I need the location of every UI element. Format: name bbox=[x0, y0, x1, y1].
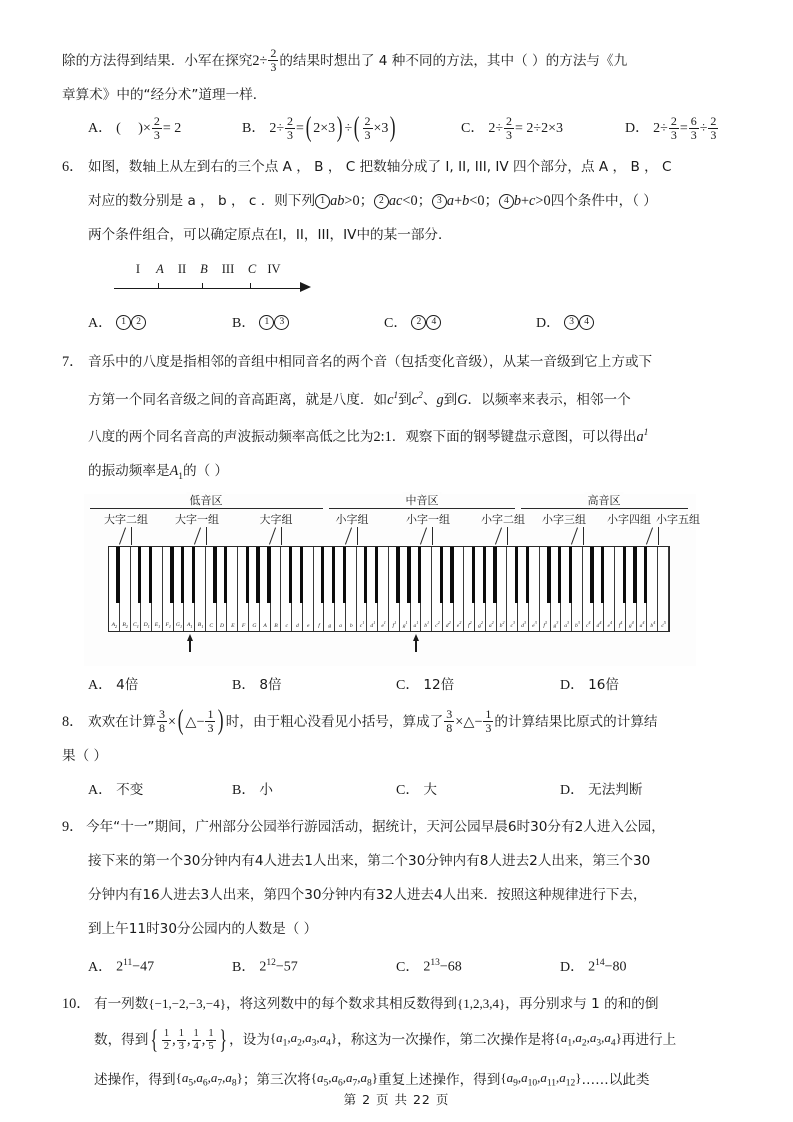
white-key-b[interactable] bbox=[346, 547, 357, 631]
key-label-e: e bbox=[306, 623, 310, 630]
q8-option-a-label: A． bbox=[88, 783, 113, 799]
group-divider-1 bbox=[206, 527, 207, 545]
q9-option-a-label: A． bbox=[88, 959, 113, 975]
q7-option-d[interactable] bbox=[560, 668, 619, 703]
key-label-a: a bbox=[339, 623, 342, 630]
group-divider-tick-3 bbox=[345, 527, 352, 544]
group-label-8: 小字五组 bbox=[656, 513, 700, 527]
q10-frac-1-5: $\frac{1}{5}$ bbox=[208, 1028, 214, 1052]
q8-option-a[interactable] bbox=[88, 773, 228, 808]
q7-options bbox=[62, 668, 734, 703]
q5-text-a: 除的方法得到结果．小军在探究 bbox=[62, 53, 253, 69]
group-divider-5 bbox=[507, 527, 508, 545]
q10-set-2: {1,2,3,4} bbox=[457, 996, 506, 1012]
key-label-d1: $d^1$ bbox=[370, 620, 376, 630]
key-label-A1: $A_1$ bbox=[187, 621, 193, 630]
q6-line-2: 对应的数分别是 a ， b ， c ．则下列 1 ab>0； 2 ac<0； 3 a+b<0； 4 b+c>0四个条件中，（ ） bbox=[88, 193, 657, 210]
q10-set-7: $\{a_5,a_6,a_7,a_8\}$ bbox=[310, 1070, 379, 1089]
q7-text-3a: 八度的两个同名音高的声波振动频率高低之比为 bbox=[88, 429, 374, 446]
key-label-b3: $b^3$ bbox=[575, 620, 580, 630]
q7-line-1 bbox=[62, 345, 734, 379]
q9-line-2 bbox=[62, 844, 734, 878]
white-key-e4[interactable] bbox=[604, 547, 615, 631]
white-key-b2[interactable] bbox=[497, 547, 508, 631]
key-label-e3: $e^3$ bbox=[532, 620, 537, 630]
q7-option-b-text: 8倍 bbox=[259, 677, 282, 694]
white-key-E[interactable] bbox=[227, 547, 238, 631]
group-label-4: 小字一组 bbox=[406, 513, 450, 527]
q9-text-1: 今年“十一”期间，广州部分公园举行游园活动，据统计，天河公园早晨6时30分有2人进入公园， bbox=[86, 819, 665, 836]
q6-line-3 bbox=[62, 218, 734, 252]
q7-note-G-upper: G bbox=[457, 391, 468, 408]
q8-option-c[interactable] bbox=[396, 773, 556, 808]
q6-opt-b-c2: 3 bbox=[274, 315, 289, 330]
q7-text-3b: ．观察下面的钢琴键盘示意图，可以得出 bbox=[391, 429, 637, 446]
group-label-6: 小字三组 bbox=[542, 513, 586, 527]
key-label-d4: $d^4$ bbox=[596, 620, 602, 630]
key-label-d2: $d^2$ bbox=[445, 620, 451, 630]
point-label-C: C bbox=[247, 262, 257, 277]
q6-number-line-figure bbox=[114, 252, 364, 308]
group-label-1: 大字一组 bbox=[175, 513, 219, 527]
q10-set-5: $\{a_1,a_2,a_3,a_4\}$ bbox=[554, 1030, 622, 1050]
white-key-e[interactable] bbox=[303, 547, 314, 631]
number-line-axis bbox=[114, 288, 302, 289]
q10-line-1 bbox=[62, 987, 734, 1022]
q10-text-2a: 数，得到 bbox=[94, 1032, 149, 1049]
q9-option-b-exp: 12 bbox=[266, 958, 276, 969]
q9-option-a[interactable]: A． $2^{11}-47$ bbox=[88, 958, 155, 975]
white-key-E1[interactable] bbox=[152, 547, 163, 631]
q7-text-2a: 方第一个同名音级之间的音高距离，就是八度．如 bbox=[88, 391, 388, 408]
key-label-g3: $g^3$ bbox=[553, 620, 559, 630]
q8-number: 8． bbox=[62, 714, 84, 731]
q5-option-c-label: C． bbox=[461, 121, 485, 137]
key-label-f4: $f^4$ bbox=[618, 620, 623, 630]
q8-frac-3-8-b: $\frac{3}{8}$ bbox=[446, 707, 453, 736]
q6-text-3: 两个条件组合，可以确定原点在I，II，III，IV中的某一部分． bbox=[88, 227, 452, 244]
q8-option-d-label: D． bbox=[560, 783, 585, 799]
key-label-C1: $C_1$ bbox=[133, 621, 139, 630]
group-divider-6 bbox=[583, 527, 584, 545]
q8-option-b-text: 小 bbox=[259, 782, 273, 799]
q7-option-b-label: B． bbox=[232, 678, 256, 694]
q6-number: 6． bbox=[62, 159, 84, 176]
key-label-c4: $c^4$ bbox=[585, 620, 591, 630]
key-label-B1: $B_1$ bbox=[197, 621, 204, 630]
region-bar-mid bbox=[329, 508, 515, 509]
key-label-d3: $d^3$ bbox=[521, 620, 527, 630]
white-key-B2[interactable] bbox=[120, 547, 131, 631]
key-label-g4: $g^4$ bbox=[628, 620, 634, 630]
q6-option-d-label: D． bbox=[536, 315, 561, 331]
q10-set-1: {−1,−2,−3,−4} bbox=[148, 996, 226, 1012]
group-divider-7 bbox=[658, 527, 659, 545]
q10-number: 10． bbox=[62, 995, 91, 1012]
q10-text-3d: ……以此类 bbox=[581, 1072, 650, 1089]
q7-note-c2: c bbox=[411, 391, 419, 408]
key-label-D: D bbox=[220, 623, 225, 630]
q10-text-1b: ，将这列数中的每个数求其相反数得到 bbox=[225, 995, 458, 1012]
pointer-arrow-stem-a1 bbox=[415, 640, 417, 652]
q6-option-c[interactable] bbox=[384, 307, 532, 341]
q8-frac-3-8: $\frac{3}{8}$ bbox=[158, 707, 165, 736]
q5-option-a[interactable]: A． ( )× $\frac{2}{3}$ = 2 bbox=[88, 113, 182, 142]
q6-circle-4: 4 bbox=[499, 194, 514, 209]
key-label-G: G bbox=[252, 623, 257, 630]
question-10 bbox=[62, 987, 734, 1101]
key-label-B: B bbox=[274, 623, 278, 630]
question-9 bbox=[62, 810, 734, 985]
q8-option-d-text: 无法判断 bbox=[588, 782, 643, 799]
key-label-a4: $a^4$ bbox=[639, 620, 645, 630]
q9-text-2: 接下来的第一个30分钟内有4人进去1人出来，第二个30分钟内有8人进去2人出来，第三个30 bbox=[88, 853, 651, 870]
q9-line-4 bbox=[62, 912, 734, 946]
q5-option-b[interactable]: B． 2÷ $\frac{2}{3}$ =( 2×3) ÷( $\frac{2}{3}$ ×3) bbox=[242, 111, 396, 143]
q9-option-c[interactable]: C． $2^{13}-68$ bbox=[396, 958, 462, 975]
point-label-B: B bbox=[200, 262, 208, 277]
q5-fraction-2-3: $\frac{2}{3}$ bbox=[270, 46, 277, 75]
q10-text-2c: ，称这为一次操作，第二次操作是将 bbox=[337, 1032, 555, 1049]
group-divider-tick-4 bbox=[420, 527, 427, 544]
q6-option-c-label: C． bbox=[384, 315, 408, 331]
white-key-e3[interactable] bbox=[529, 547, 540, 631]
key-label-E1: $E_1$ bbox=[154, 621, 161, 630]
q6-option-a-label: A． bbox=[88, 315, 113, 331]
pointer-arrow-stem-A1 bbox=[189, 640, 191, 652]
key-label-a1: $a^1$ bbox=[413, 620, 419, 630]
region-bar-high bbox=[521, 508, 688, 509]
white-key-e1[interactable] bbox=[378, 547, 389, 631]
key-label-c: c bbox=[285, 623, 288, 630]
region-label-low: 低音区 bbox=[187, 492, 226, 508]
q5-text-c: 章算术》中的“经分术”道理一样． bbox=[62, 87, 267, 103]
q8-text-b: 时，由于粗心没看见小括号，算成了 bbox=[225, 714, 444, 731]
point-label-A: A bbox=[156, 262, 164, 277]
region-label-I: I bbox=[135, 262, 141, 277]
q6-text-2b: 四个条件中，（ ） bbox=[550, 193, 657, 210]
group-divider-tick-6 bbox=[571, 527, 578, 544]
q7-option-c-text: 12倍 bbox=[423, 677, 455, 694]
key-label-f1: $f^1$ bbox=[392, 620, 397, 630]
group-divider-tick-7 bbox=[646, 527, 653, 544]
key-label-C: C bbox=[209, 623, 214, 630]
q9-option-d-exp: 14 bbox=[595, 958, 605, 969]
page-content bbox=[62, 44, 734, 1103]
q7-text-4b: 的（ ） bbox=[183, 463, 229, 480]
question-6 bbox=[62, 150, 734, 340]
q5-options bbox=[62, 112, 734, 146]
q6-options bbox=[62, 306, 734, 340]
question-5-tail bbox=[62, 44, 734, 146]
group-label-0: 大字二组 bbox=[104, 513, 148, 527]
group-label-5: 小字二组 bbox=[481, 513, 525, 527]
q9-option-d[interactable]: D． $2^{14}-80$ bbox=[560, 958, 627, 975]
q6-text-1: 如图，数轴上从左到右的三个点 A ， B ， C 把数轴分成了 I, II, III, IV 四个部分，点 A ， B ， C bbox=[88, 159, 672, 176]
q7-option-a[interactable] bbox=[88, 668, 228, 703]
group-divider-tick-1 bbox=[194, 527, 201, 544]
q5-option-b-label: B． bbox=[242, 121, 266, 137]
key-label-f3: $f^3$ bbox=[543, 620, 547, 630]
key-label-c1: $c^1$ bbox=[359, 620, 365, 630]
white-key-c5[interactable] bbox=[658, 547, 669, 631]
key-label-g: g bbox=[328, 623, 332, 630]
q10-text-1c: ，再分别求与 1 的和的倒 bbox=[505, 995, 659, 1012]
q7-text-4a: 的振动频率是 bbox=[88, 463, 170, 480]
key-label-a2: $a^2$ bbox=[488, 620, 494, 630]
q7-line-4: 的振动频率是$A_1$的（ ） bbox=[88, 463, 229, 483]
q7-option-d-label: D． bbox=[560, 678, 585, 694]
q6-line-1 bbox=[62, 150, 734, 184]
q9-line-1 bbox=[62, 810, 734, 844]
group-label-2: 大字组 bbox=[259, 513, 293, 527]
region-label-III: III bbox=[221, 262, 235, 277]
key-label-b2: $b^2$ bbox=[499, 620, 505, 630]
q6-text-2a: 对应的数分别是 a ， b ， c ．则下列 bbox=[88, 193, 316, 210]
q6-option-d[interactable] bbox=[536, 307, 594, 341]
q8-line-2 bbox=[62, 739, 734, 773]
q7-note-a1: a bbox=[636, 429, 644, 446]
q7-option-a-text: 4倍 bbox=[116, 677, 139, 694]
q9-line-3 bbox=[62, 878, 734, 912]
q5-option-c[interactable]: C． 2÷ $\frac{2}{3}$ = 2÷2×3 bbox=[461, 113, 564, 142]
q6-option-a[interactable] bbox=[88, 307, 228, 341]
q8-expr-c: ×△− bbox=[455, 714, 483, 731]
key-label-A2: $A_2$ bbox=[111, 621, 118, 630]
q10-frac-1-4: $\frac{1}{4}$ bbox=[193, 1028, 199, 1052]
q6-opt-c-c1: 2 bbox=[411, 315, 426, 330]
key-label-B2: $B_2$ bbox=[122, 621, 128, 630]
q5-line-1: 除的方法得到结果．小军在探究2÷ $\frac{2}{3}$ 的结果时想出了 4 种不同的方法，其中（ ）的方法与《九 bbox=[62, 46, 628, 75]
q6-circle-3: 3 bbox=[432, 194, 447, 209]
q6-option-b[interactable] bbox=[232, 307, 380, 341]
group-divider-3 bbox=[357, 527, 358, 545]
q9-text-3: 分钟内有16人进去3人出来，第四个30分钟内有32人进去4人出来．按照这种规律进行下去， bbox=[88, 887, 647, 904]
q8-line-1: 欢欢在计算 $\frac{3}{8}$ ×( △− $\frac{1}{3}$ ) 时，由于粗心没看见小括号，算成了 $\frac{3}{8}$ ×△− $\frac{1}{3}$ 的计算结果比原式的计算结 bbox=[88, 705, 658, 737]
key-label-E: E bbox=[231, 623, 235, 630]
white-key-b4[interactable] bbox=[647, 547, 658, 631]
group-divider-tick-5 bbox=[495, 527, 502, 544]
q8-options bbox=[62, 773, 734, 808]
key-label-c3: $c^3$ bbox=[510, 620, 516, 630]
q10-frac-1-3: $\frac{1}{3}$ bbox=[178, 1028, 184, 1052]
tick-c bbox=[250, 283, 251, 289]
q8-option-c-label: C． bbox=[396, 783, 420, 799]
q9-option-a-exp: 11 bbox=[123, 958, 133, 969]
key-label-F1: $F_1$ bbox=[165, 621, 171, 630]
white-key-B[interactable] bbox=[271, 547, 282, 631]
q6-opt-c-c2: 4 bbox=[426, 315, 441, 330]
key-label-e1: $e^1$ bbox=[381, 620, 386, 630]
q8-frac-1-3: $\frac{1}{3}$ bbox=[207, 707, 214, 736]
q9-text-4: 到上午11时30分公园内的人数是（ ） bbox=[88, 921, 318, 938]
tick-b bbox=[202, 283, 203, 289]
key-label-e2: $e^2$ bbox=[456, 620, 462, 630]
q7-piano-keyboard-figure bbox=[84, 494, 700, 666]
key-label-F: F bbox=[241, 623, 246, 630]
q8-triangle-1: △ bbox=[185, 714, 197, 731]
q7-option-b[interactable] bbox=[232, 668, 392, 703]
key-label-c5: $c^5$ bbox=[661, 620, 666, 630]
q5-option-a-label: A． bbox=[88, 121, 113, 137]
white-key-b3[interactable] bbox=[572, 547, 583, 631]
q10-frac-1-2: $\frac{1}{2}$ bbox=[163, 1028, 170, 1052]
q10-set-4: $\{a_1,a_2,a_3,a_4\}$ bbox=[269, 1030, 338, 1050]
q9-options bbox=[62, 946, 734, 985]
key-label-e4: $e^4$ bbox=[607, 620, 613, 630]
key-label-c2: $c^2$ bbox=[435, 620, 440, 630]
group-label-3: 小字组 bbox=[335, 513, 369, 527]
q9-option-d-label: D． bbox=[560, 959, 585, 975]
region-label-II: II bbox=[177, 262, 187, 277]
white-key-e2[interactable] bbox=[454, 547, 465, 631]
q6-opt-a-c2: 2 bbox=[131, 315, 146, 330]
q8-option-b-label: B． bbox=[232, 783, 256, 799]
q7-line-2: 方第一个同名音级之间的音高距离，就是八度．如$c^1$到$c^2$、g到G．以频率来表示，相邻一个 bbox=[88, 390, 631, 408]
q6-circle-1: 1 bbox=[315, 194, 330, 209]
group-divider-4 bbox=[432, 527, 433, 545]
q7-text-1: 音乐中的八度是指相邻的音组中相同音名的两个音（包括变化音级），从某一音级到它上方或下 bbox=[88, 353, 653, 370]
key-label-f: f bbox=[318, 623, 320, 630]
key-label-G1: $G_1$ bbox=[175, 621, 183, 630]
group-divider-2 bbox=[281, 527, 282, 545]
q5-text-b: 的结果时想出了 4 种不同的方法，其中（ ）的方法与《九 bbox=[279, 53, 628, 69]
region-label-mid: 中音区 bbox=[403, 492, 442, 508]
q10-text-3b: ；第三次将 bbox=[242, 1072, 311, 1089]
q7-option-c[interactable] bbox=[396, 668, 556, 703]
q8-option-b[interactable] bbox=[232, 773, 392, 808]
q10-text-3a: 述操作，得到 bbox=[94, 1072, 176, 1089]
group-divider-tick-2 bbox=[269, 527, 276, 544]
q7-option-d-text: 16倍 bbox=[588, 677, 620, 694]
q7-note-c1: c bbox=[387, 391, 394, 408]
q10-line-2: 数，得到{ $\frac{1}{2}$ , $\frac{1}{3}$ , $\frac{1}{4}$ , $\frac{1}{5}$ } ，设为$\{a_1,a_2,a_3,a_4\}$，称这为一次操作，第二次操作是将$\{a_1,a_2,a_3,a_4\}$再进行上 bbox=[62, 1021, 734, 1061]
q5-option-d[interactable]: D． 2÷ $\frac{2}{3}$ = $\frac{6}{3}$ ÷ $\frac{2}{3}$ bbox=[625, 113, 717, 142]
region-label-high: 高音区 bbox=[585, 492, 624, 508]
q9-option-c-exp: 13 bbox=[430, 958, 440, 969]
q8-text-e: 果（ ） bbox=[62, 748, 108, 765]
key-label-d: d bbox=[296, 623, 299, 630]
question-8 bbox=[62, 705, 734, 808]
q6-opt-a-c1: 1 bbox=[116, 315, 131, 330]
group-divider-0 bbox=[131, 527, 132, 545]
q9-option-b[interactable]: B． $2^{12}-57$ bbox=[232, 958, 298, 975]
q6-opt-d-c1: 3 bbox=[564, 315, 579, 330]
q6-opt-d-c2: 4 bbox=[579, 315, 594, 330]
q8-option-c-text: 大 bbox=[423, 782, 437, 799]
region-bar-low bbox=[90, 508, 323, 509]
q8-text-d: 的计算结果比原式的计算结 bbox=[494, 714, 658, 731]
q10-text-2b: ，设为 bbox=[229, 1032, 270, 1049]
key-label-a3: $a^3$ bbox=[564, 620, 570, 630]
q8-text-a: 欢欢在计算 bbox=[88, 714, 156, 731]
q10-text-1a: 有一列数 bbox=[94, 995, 149, 1012]
white-key-B1[interactable] bbox=[195, 547, 206, 631]
q5-line-2 bbox=[62, 78, 734, 112]
q7-option-c-label: C． bbox=[396, 678, 420, 694]
q7-note-g: g bbox=[436, 391, 444, 408]
q6-option-b-label: B． bbox=[232, 315, 256, 331]
q8-option-a-text: 不变 bbox=[116, 782, 144, 799]
q10-text-2d: 再进行上 bbox=[621, 1032, 677, 1049]
tick-a bbox=[158, 283, 159, 289]
region-label-IV: IV bbox=[267, 262, 281, 277]
group-divider-tick-0 bbox=[118, 527, 125, 544]
key-label-b4: $b^4$ bbox=[650, 620, 656, 630]
number-line-arrowhead bbox=[300, 282, 311, 292]
q7-note-A1: A bbox=[169, 463, 179, 480]
key-label-b1: $b^1$ bbox=[424, 620, 430, 630]
q5-option-d-label: D． bbox=[625, 121, 650, 137]
q9-number: 9． bbox=[62, 819, 84, 836]
q10-set-6: $\{a_5,a_6,a_7,a_8\}$ bbox=[175, 1070, 243, 1089]
q7-ratio: 2:1 bbox=[373, 429, 392, 446]
q7-number: 7． bbox=[62, 353, 84, 370]
key-label-f2: $f^2$ bbox=[467, 620, 472, 630]
q6-opt-b-c1: 1 bbox=[259, 315, 274, 330]
q9-option-b-label: B． bbox=[232, 959, 256, 975]
key-label-D1: $D_1$ bbox=[143, 621, 150, 630]
q10-text-3c: 重复上述操作，得到 bbox=[378, 1072, 501, 1089]
q9-option-c-label: C． bbox=[396, 959, 420, 975]
q6-circle-2: 2 bbox=[374, 194, 389, 209]
key-label-g2: $g^2$ bbox=[478, 620, 483, 630]
q8-option-d[interactable] bbox=[560, 773, 643, 808]
key-label-b: b bbox=[349, 623, 353, 630]
q7-option-a-label: A． bbox=[88, 678, 113, 694]
white-key-b1[interactable] bbox=[421, 547, 432, 631]
piano-keyboard[interactable] bbox=[108, 546, 670, 632]
q8-frac-1-3-b: $\frac{1}{3}$ bbox=[485, 707, 492, 736]
group-label-7: 小字四组 bbox=[607, 513, 651, 527]
key-label-g1: $g^1$ bbox=[402, 620, 408, 630]
page-footer: 第 2 页 共 22 页 bbox=[343, 1092, 450, 1107]
q10-set-8: $\{a_9,a_{10},a_{11},a_{12}\}$ bbox=[500, 1070, 582, 1089]
key-label-A: A bbox=[263, 623, 267, 630]
question-7 bbox=[62, 345, 734, 703]
q7-line-3: 八度的两个同名音高的声波振动频率高低之比为2:1．观察下面的钢琴键盘示意图，可以得出$a^1$ bbox=[88, 428, 649, 446]
